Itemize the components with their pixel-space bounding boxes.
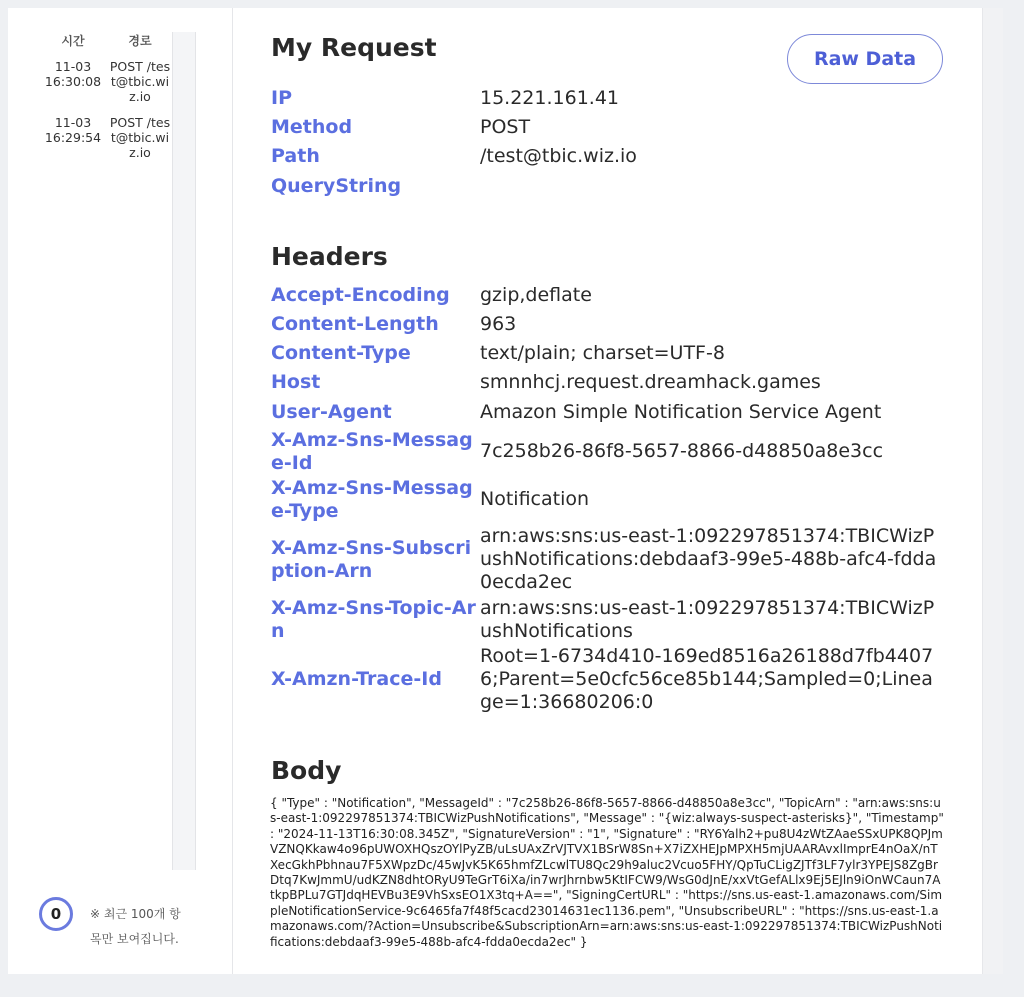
request-count-badge: 0 <box>39 897 73 931</box>
header-key: Content-Type <box>271 342 411 364</box>
body-content: { "Type" : "Notification", "MessageId" : "7c258b26-86f8-5657-8866-d48850a8e3cc", "TopicArn" : "arn:aws:sns:us-east-1:092297851374:TBICWizPushNotifications", "Message" : "{wiz:always-suspect-asterisks}", "Timestamp" : "2024-11-13T16:30:08.345Z", "SignatureVersion" : "1", "Signature" : "RY6Yalh2+pu8U4zWtZAaeSSxUPK8QPJmVZNQKkaw4o96pUWOXHQszOYlPyZB/uLsUAxZrVJTVX1BSrW8Sn+X7iZXHEJpMPXH5mjUAARAvxlImprE4nOaX/nTXecGkhPbhnau7F5XWpzDc/45wJvK5K65hmfZLcwlTU8Qc29h9aluc2Vcuo5FHY/QpTuCLigZJTf3LF7ylr3YPEJS8ZgBrDtq7KwJmmU/udKZN8dhtORyU9TeGrT6iXa/in7wrJhrnbw5KtIFCW9/WsG0dJnE/xxVtGefALlx9Ej5EJln9iOnWCaun7AtkpBPLu7GTJdqHEVBu3E9VhSxsEO1X3tq+A==", "SigningCertURL" : "https://sns.us-east-1.amazonaws.com/SimpleNotificationService-9c6465fa7f48f5cacd23014631ec1136.pem", "UnsubscribeURL" : "https://sns.us-east-1.amazonaws.com/?Action=Unsubscribe&SubscriptionArn=arn:aws:sns:us-east-1:092297851374:TBICWizPushNotifications:debdaaf3-99e5-488b-afc4-fdda0ecda2ec" } <box>270 796 944 949</box>
header-key: X-Amz-Sns-Message-Id <box>271 429 473 474</box>
field-key: Method <box>271 116 353 138</box>
header-value: Amazon Simple Notification Service Agent <box>480 401 882 423</box>
field-value: POST <box>480 116 531 138</box>
header-key: Host <box>271 371 321 393</box>
header-key: Accept-Encoding <box>271 284 450 306</box>
field-key: QueryString <box>271 175 402 197</box>
field-value: /test@tbic.wiz.io <box>480 145 637 167</box>
field-value: 15.221.161.41 <box>480 87 620 109</box>
header-value: arn:aws:sns:us-east-1:092297851374:TBICWizPushNotifications:debdaaf3-99e5-488b-afc4-fdda0ecda2ec <box>480 525 937 593</box>
header-value: 7c258b26-86f8-5657-8866-d48850a8e3cc <box>480 440 884 462</box>
header-value: text/plain; charset=UTF-8 <box>480 342 725 364</box>
request-path: POST /test@tbic.wiz.io <box>109 59 171 104</box>
header-key: X-Amz-Sns-Subscription-Arn <box>271 537 472 582</box>
header-value: Notification <box>480 488 590 510</box>
header-key: User-Agent <box>271 401 392 423</box>
field-key: Path <box>271 145 320 167</box>
panel-divider <box>232 8 233 974</box>
header-key: Content-Length <box>271 313 439 335</box>
request-time: 11-03 16:30:08 <box>44 59 102 89</box>
header-key: X-Amzn-Trace-Id <box>271 668 442 690</box>
column-header-path: 경로 <box>128 34 152 48</box>
page-scrollbar[interactable] <box>982 8 1003 974</box>
raw-data-button[interactable]: Raw Data <box>787 34 943 84</box>
header-key: X-Amz-Sns-Topic-Arn <box>271 597 476 642</box>
header-value: smnnhcj.request.dreamhack.games <box>480 371 821 393</box>
headers-title: Headers <box>271 242 388 271</box>
header-value: gzip,deflate <box>480 284 592 306</box>
header-key: X-Amz-Sns-Message-Type <box>271 477 473 522</box>
column-header-time: 시간 <box>61 34 85 48</box>
my-request-title: My Request <box>271 33 437 62</box>
body-title: Body <box>271 756 342 785</box>
header-value: 963 <box>480 313 517 335</box>
history-limit-note: ※ 최근 100개 항목만 보여집니다. <box>90 907 181 946</box>
field-key: IP <box>271 87 292 109</box>
header-value: Root=1-6734d410-169ed8516a26188d7fb44076;Parent=5e0cfc56ce85b144;Sampled=0;Lineage=1:36680206:0 <box>480 645 934 713</box>
request-path: POST /test@tbic.wiz.io <box>109 115 171 160</box>
request-list-scrollbar[interactable] <box>172 32 196 870</box>
header-value: arn:aws:sns:us-east-1:092297851374:TBICWizPushNotifications <box>480 597 935 642</box>
request-time: 11-03 16:29:54 <box>44 115 102 145</box>
